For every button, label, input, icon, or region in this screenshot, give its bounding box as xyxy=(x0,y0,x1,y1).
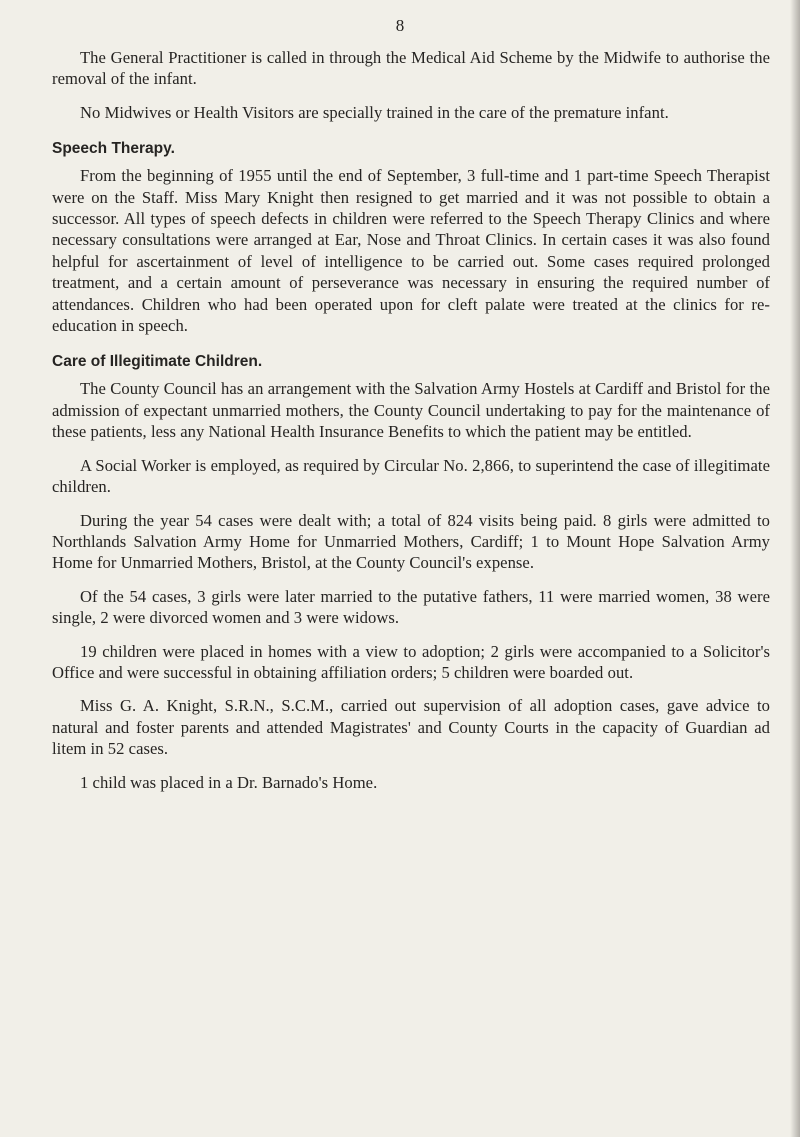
illegitimate-children-heading: Care of Illegitimate Children. xyxy=(52,353,263,371)
illegitimate-paragraph-4: Of the 54 cases, 3 girls were later married to the putative fathers, 11 were married women, 38 were single, 2 were divorced women and 3 were widows. xyxy=(52,586,770,628)
illegitimate-paragraph-7: 1 child was placed in a Dr. Barnado's Home. xyxy=(80,772,378,792)
illegitimate-paragraph-5: 19 children were placed in homes with a view to adoption; 2 girls were accompanied to a Solicitor's Office and were successful in obtaining affiliation orders; 5 children were boarded out. xyxy=(52,641,770,682)
page-number: 8 xyxy=(395,16,405,35)
intro-paragraph-2: No Midwives or Health Visitors are specially trained in the care of the premature infant. xyxy=(80,102,669,122)
speech-therapy-heading: Speech Therapy. xyxy=(52,140,175,158)
illegitimate-paragraph-2: A Social Worker is employed, as required by Circular No. 2,866, to superintend the case of illegitimate children. xyxy=(52,455,770,497)
speech-therapy-paragraph: From the beginning of 1955 until the end of September, 3 full-time and 1 part-time Speech Therapist were on the Staff. Miss Mary Knight then resigned to get married and it was not possible to obtain a successor. All types of speech defects in children were referred to the Speech Therapy Clinics and where necessary consultations were arranged at Ear, Nose and Throat Clinics. In certain cases it was also found helpful for ascertainment of level of intelligence to be carried out. Some cases required prolonged treatment, and a certain amount of perseverance was necessary in ensuring the required number of attendances. Children who had been operated upon for cleft palate were treated at the clinics for re-education in speech. xyxy=(52,166,770,336)
illegitimate-paragraph-1: The County Council has an arrangement with the Salvation Army Hostels at Cardiff and Bristol for the admission of expectant unmarried mothers, the County Council undertaking to pay for the maintenance of these patients, less any National Health Insurance Benefits to which the patient may be entitled. xyxy=(52,379,770,442)
page-content xyxy=(52,47,770,805)
intro-paragraph-1: The General Practitioner is called in through the Medical Aid Scheme by the Midwife to authorise the removal of the infant. xyxy=(52,48,770,89)
illegitimate-paragraph-6: Miss G. A. Knight, S.R.N., S.C.M., carried out supervision of all adoption cases, gave advice to natural and foster parents and attended Magistrates' and County Courts in the capacity of Guardian ad litem in 52 cases. xyxy=(52,696,770,759)
page-edge-shadow xyxy=(790,0,800,1137)
illegitimate-paragraph-3: During the year 54 cases were dealt with; a total of 824 visits being paid. 8 girls were admitted to Northlands Salvation Army Home for Unmarried Mothers, Cardiff; 1 to Mount Hope Salvation Army Home for Unmarried Mothers, Bristol, at the County Council's expense. xyxy=(52,510,770,573)
